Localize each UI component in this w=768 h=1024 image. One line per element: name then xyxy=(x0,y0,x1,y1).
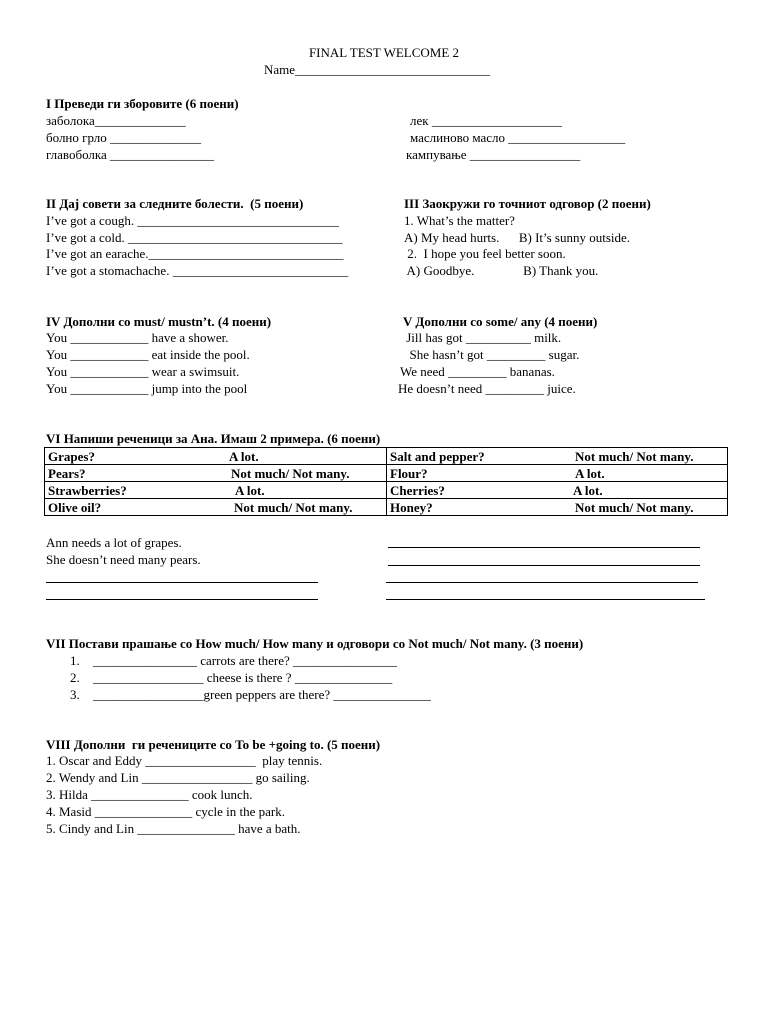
example-sentence: She doesn’t need many pears. xyxy=(46,552,201,567)
section-3-heading: III Заокружи го точниот одговор (2 поени) xyxy=(404,196,651,211)
s1-left-item[interactable]: болно грло ______________ xyxy=(46,130,202,145)
s4-item[interactable]: You ____________ jump into the pool xyxy=(46,381,248,396)
s2-item[interactable]: I’ve got an earache.______________________________ xyxy=(46,246,344,261)
s8-item[interactable]: 2. Wendy and Lin _________________ go sailing. xyxy=(46,770,310,785)
s8-item[interactable]: 3. Hilda _______________ cook lunch. xyxy=(46,787,253,802)
s7-item[interactable]: _________________green peppers are there? _______________ xyxy=(93,687,431,702)
example-sentence: Ann needs a lot of grapes. xyxy=(46,535,182,550)
s2-item[interactable]: I’ve got a cough. _______________________________ xyxy=(46,213,339,228)
s7-number: 1. xyxy=(70,653,80,668)
table-row xyxy=(45,482,728,499)
s4-item[interactable]: You ____________ have a shower. xyxy=(46,330,229,345)
table-cell-answer: A lot. xyxy=(573,482,603,498)
s3-item: 2. I hope you feel better soon. xyxy=(404,246,566,261)
s1-right-item[interactable]: лек ____________________ xyxy=(410,113,562,128)
section-4-heading: IV Дополни со must/ mustn’t. (4 поени) xyxy=(46,314,272,329)
table-cell-answer: A lot. xyxy=(575,465,605,481)
preferences-table xyxy=(44,447,728,516)
table-cell-answer: Not much/ Not many. xyxy=(575,499,694,515)
table-cell-item: Honey? xyxy=(390,499,433,515)
table-row xyxy=(45,448,728,465)
s3-item: 1. What’s the matter? xyxy=(404,213,515,228)
s4-item[interactable]: You ____________ eat inside the pool. xyxy=(46,347,250,362)
answer-line[interactable] xyxy=(386,582,698,583)
s8-item[interactable]: 5. Cindy and Lin _______________ have a bath. xyxy=(46,821,301,836)
table-cell-item: Pears? xyxy=(48,465,86,481)
test-title: FINAL TEST WELCOME 2 xyxy=(308,45,460,60)
s5-item[interactable]: We need _________ bananas. xyxy=(400,364,555,379)
s7-number: 3. xyxy=(70,687,80,702)
answer-line[interactable] xyxy=(388,547,700,548)
s7-number: 2. xyxy=(70,670,80,685)
s7-item[interactable]: ________________ carrots are there? ________________ xyxy=(93,653,397,668)
table-cell-answer: Not much/ Not many. xyxy=(234,499,353,515)
answer-line[interactable] xyxy=(46,582,318,583)
table-cell-item: Salt and pepper? xyxy=(390,448,485,464)
table-cell-answer: Not much/ Not many. xyxy=(231,465,350,481)
section-1-heading: I Преведи ги зборовите (6 поени) xyxy=(46,96,239,111)
section-6-heading: VI Напиши реченици за Ана. Имаш 2 примера. (6 поени) xyxy=(46,431,381,446)
s5-item[interactable]: He doesn’t need _________ juice. xyxy=(398,381,576,396)
table-cell-item: Strawberries? xyxy=(48,482,127,498)
s4-item[interactable]: You ____________ wear a swimsuit. xyxy=(46,364,240,379)
table-cell-item: Cherries? xyxy=(390,482,445,498)
s8-item[interactable]: 1. Oscar and Eddy _________________ play tennis. xyxy=(46,753,323,768)
table-row xyxy=(45,465,728,482)
table-cell-item: Grapes? xyxy=(48,448,95,464)
table-cell-answer: A lot. xyxy=(235,482,265,498)
section-8-heading: VIII Дополни ги речениците со To be +going to. (5 поени) xyxy=(46,737,381,752)
s3-item[interactable]: A) My head hurts. B) It’s sunny outside. xyxy=(404,230,631,245)
table-row xyxy=(45,499,728,516)
s3-item[interactable]: A) Goodbye. B) Thank you. xyxy=(404,263,599,278)
s1-right-item[interactable]: кампување _________________ xyxy=(406,147,581,162)
s5-item[interactable]: She hasn’t got _________ sugar. xyxy=(403,347,580,362)
s7-item[interactable]: _________________ cheese is there ? _______________ xyxy=(93,670,393,685)
answer-line[interactable] xyxy=(388,565,700,566)
s2-item[interactable]: I’ve got a cold. _________________________________ xyxy=(46,230,343,245)
answer-line[interactable] xyxy=(46,599,318,600)
name-field[interactable]: Name______________________________ xyxy=(264,62,491,77)
s5-item[interactable]: Jill has got __________ milk. xyxy=(403,330,562,345)
section-5-heading: V Дополни со some/ any (4 поени) xyxy=(403,314,598,329)
table-cell-answer: Not much/ Not many. xyxy=(575,448,694,464)
s2-item[interactable]: I’ve got a stomachache. ___________________________ xyxy=(46,263,349,278)
table-cell-item: Flour? xyxy=(390,465,428,481)
s1-right-item[interactable]: маслиново масло __________________ xyxy=(410,130,626,145)
s1-left-item[interactable]: заболока______________ xyxy=(46,113,186,128)
section-2-heading: II Дај совети за следните болести. (5 поени) xyxy=(46,196,304,211)
section-7-heading: VII Постави прашање со How much/ How many и одговори со Not much/ Not many. (3 поени) xyxy=(46,636,584,651)
s8-item[interactable]: 4. Masid _______________ cycle in the park. xyxy=(46,804,286,819)
table-cell-answer: A lot. xyxy=(229,448,259,464)
table-cell-item: Olive oil? xyxy=(48,499,102,515)
answer-line[interactable] xyxy=(386,599,705,600)
s1-left-item[interactable]: главоболка ________________ xyxy=(46,147,215,162)
